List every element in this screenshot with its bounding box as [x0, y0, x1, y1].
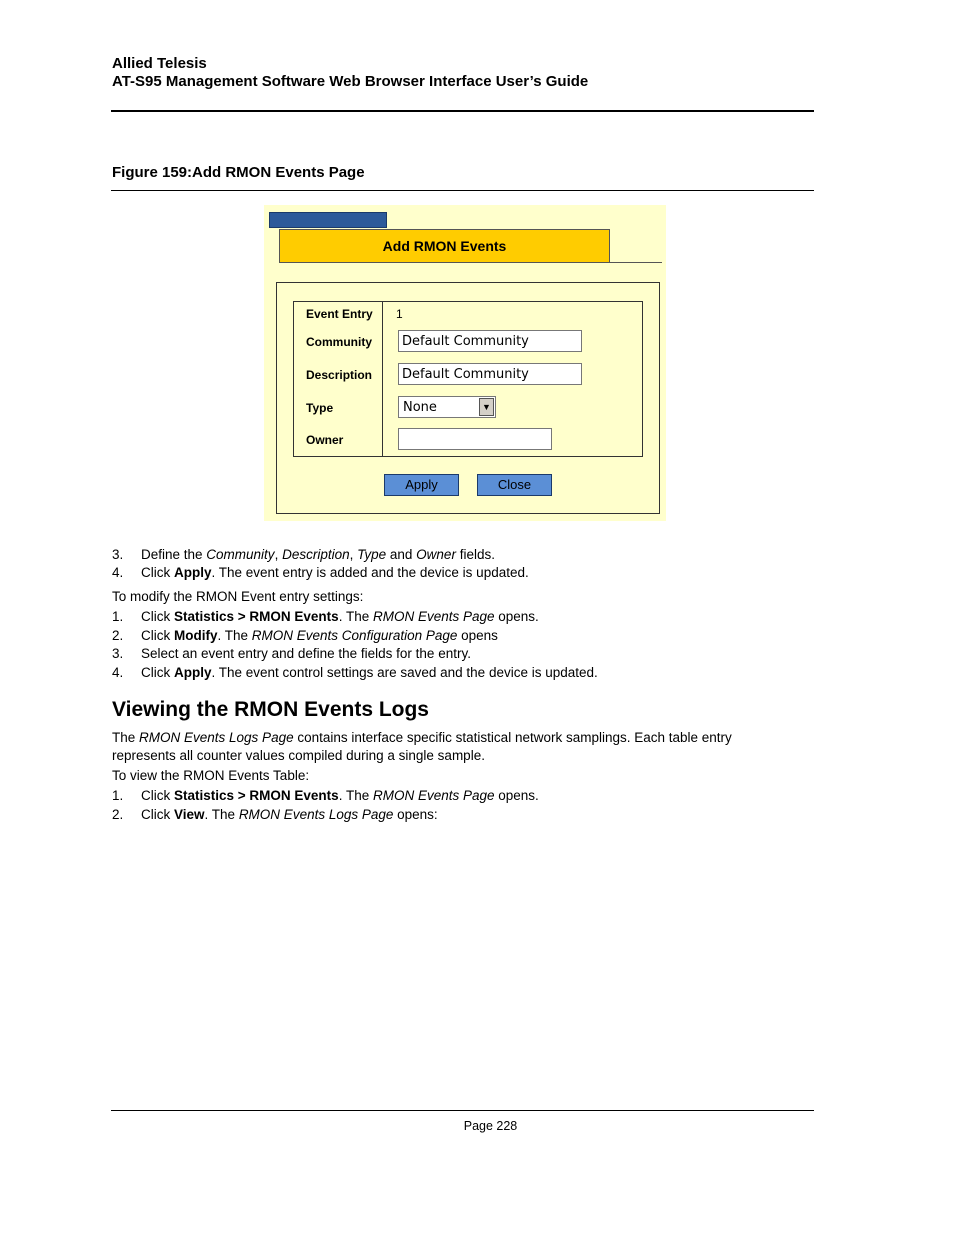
text-run: . The — [338, 788, 373, 803]
form-panel — [276, 282, 660, 514]
section-heading: Viewing the RMON Events Logs — [112, 698, 429, 721]
text-run: opens. — [494, 788, 539, 803]
step-text — [141, 646, 471, 661]
text-run: RMON Events Logs Page — [238, 807, 394, 822]
column-divider — [382, 302, 383, 456]
guide-title: AT-S95 Management Software Web Browser Interface User’s Guide — [112, 73, 589, 90]
type-select[interactable] — [398, 396, 496, 418]
text-run: opens. — [494, 609, 539, 624]
fields-table — [293, 301, 643, 457]
text-run: . The — [217, 628, 252, 643]
step-text — [141, 609, 539, 624]
text-run: View — [174, 807, 205, 822]
text-run: Select an event entry and define the fields for the entry. — [141, 646, 471, 661]
text-run: Statistics > RMON Events — [174, 609, 339, 624]
text-run: RMON Events Page — [372, 609, 495, 624]
step-text — [141, 628, 498, 643]
text-run: Click — [141, 609, 174, 624]
step-number: 3. — [112, 547, 124, 562]
page-number: Page 228 — [463, 1119, 518, 1133]
text-run: Click — [141, 788, 174, 803]
community-label: Community — [306, 335, 372, 349]
event-entry-label: Event Entry — [306, 307, 373, 321]
step-text — [141, 565, 529, 580]
text-run: Apply — [174, 665, 212, 680]
owner-input[interactable] — [398, 428, 552, 450]
text-run: Modify — [174, 628, 218, 643]
close-button[interactable]: Close — [477, 474, 552, 496]
step-text — [141, 665, 598, 680]
step-text — [141, 547, 495, 562]
caption-rule — [111, 190, 814, 191]
page-title: Add RMON Events — [382, 238, 507, 254]
title-bar — [279, 229, 610, 263]
text-run: and — [386, 547, 417, 562]
step-number: 4. — [112, 665, 124, 680]
add-rmon-events-screenshot — [264, 205, 666, 521]
event-entry-value: 1 — [396, 307, 403, 321]
chevron-down-icon[interactable]: ▼ — [479, 398, 494, 416]
text-run: , — [274, 547, 283, 562]
text-run: RMON Events Page — [372, 788, 495, 803]
step-text — [141, 807, 438, 822]
text-run: opens — [457, 628, 498, 643]
header-rule — [111, 110, 814, 112]
text-run: Description — [282, 547, 350, 562]
title-underline — [610, 262, 662, 263]
section-paragraph-line2: represents all counter values compiled during a single sample. — [112, 748, 485, 763]
text-run: Click — [141, 565, 174, 580]
text-run: fields. — [455, 547, 495, 562]
text-run: opens: — [393, 807, 438, 822]
text-run: Community — [206, 547, 275, 562]
figure-caption: Figure 159:Add RMON Events Page — [112, 164, 365, 181]
text-run: Type — [357, 547, 387, 562]
text-run: , — [349, 547, 358, 562]
step-number: 2. — [112, 807, 124, 822]
text-run: Click — [141, 807, 174, 822]
text-run: . The event entry is added and the device is updated. — [211, 565, 529, 580]
modify-intro: To modify the RMON Event entry settings: — [112, 589, 364, 604]
text-run: contains interface specific statistical network samplings. Each table entry — [293, 730, 732, 745]
section-paragraph — [112, 730, 732, 745]
step-text — [141, 788, 539, 803]
apply-button[interactable]: Apply — [384, 474, 459, 496]
text-run: Apply — [174, 565, 212, 580]
text-run: . The — [204, 807, 239, 822]
tab-strip — [269, 212, 387, 228]
description-label: Description — [306, 368, 373, 382]
step-number: 2. — [112, 628, 124, 643]
text-run: The — [112, 730, 140, 745]
type-label: Type — [306, 401, 334, 415]
text-run: RMON Events Logs Page — [139, 730, 294, 745]
text-run: RMON Events Configuration Page — [251, 628, 458, 643]
text-run: . The — [338, 609, 373, 624]
owner-label: Owner — [306, 433, 344, 447]
step-number: 3. — [112, 646, 124, 661]
text-run: . The event control settings are saved and the device is updated. — [211, 665, 598, 680]
text-run: Click — [141, 628, 174, 643]
company-name: Allied Telesis — [112, 55, 207, 72]
view-intro: To view the RMON Events Table: — [112, 768, 310, 783]
step-number: 4. — [112, 565, 124, 580]
step-number: 1. — [112, 788, 124, 803]
type-select-value: None — [403, 400, 437, 415]
text-run: Owner — [416, 547, 456, 562]
text-run: Statistics > RMON Events — [174, 788, 339, 803]
community-input[interactable]: Default Community — [398, 330, 582, 352]
text-run: Click — [141, 665, 174, 680]
footer-rule — [111, 1110, 814, 1111]
step-number: 1. — [112, 609, 124, 624]
description-input[interactable]: Default Community — [398, 363, 582, 385]
text-run: Define the — [141, 547, 207, 562]
